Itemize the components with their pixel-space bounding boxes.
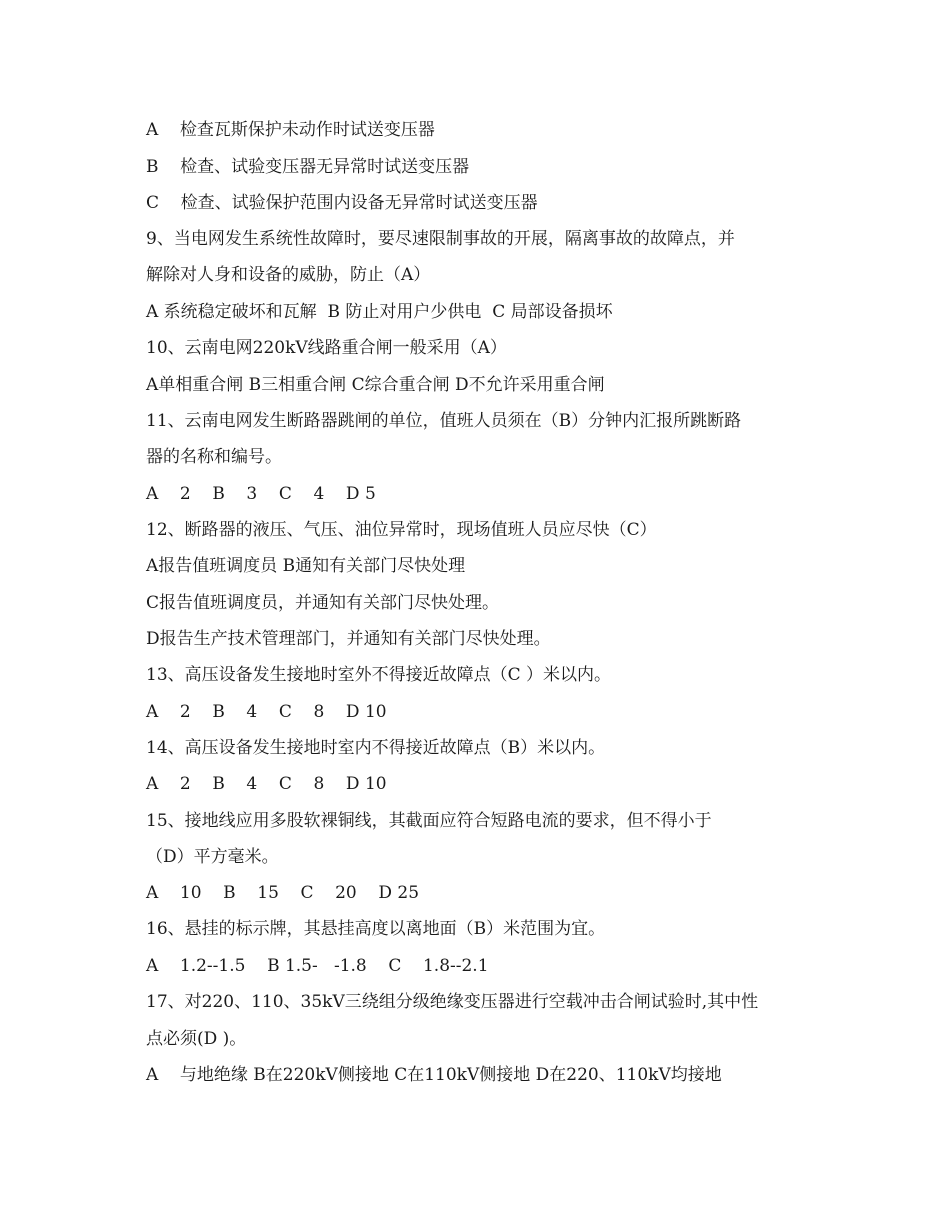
- question-17: 17、对220、110、35kV三绕组分级绝缘变压器进行空载冲击合闸试验时,其中性: [146, 992, 759, 1012]
- question-12-option-d: D报告生产技术管理部门，并通知有关部门尽快处理。: [146, 629, 551, 649]
- question-12-option-ab: A报告值班调度员 B通知有关部门尽快处理: [146, 556, 466, 576]
- question-17-options: A 与地绝缘 B在220kV侧接地 C在110kV侧接地 D在220、110kV均接地: [146, 1065, 722, 1085]
- question-13: 13、高压设备发生接地时室外不得接近故障点（C ）米以内。: [146, 665, 612, 685]
- question-14: 14、高压设备发生接地时室内不得接近故障点（B）米以内。: [146, 738, 606, 758]
- question-16-options: A 1.2--1.5 B 1.5- -1.8 C 1.8--2.1: [146, 956, 489, 976]
- question-10-options: A单相重合闸 B三相重合闸 C综合重合闸 D不允许采用重合闸: [146, 375, 605, 395]
- question-10: 10、云南电网220kV线路重合闸一般采用（A）: [146, 338, 507, 358]
- question-16: 16、悬挂的标示牌，其悬挂高度以离地面（B）米范围为宜。: [146, 919, 606, 939]
- question-15: 15、接地线应用多股软裸铜线，其截面应符合短路电流的要求，但不得小于: [146, 811, 712, 831]
- question-9-options: A 系统稳定破坏和瓦解 B 防止对用户少供电 C 局部设备损坏: [146, 302, 613, 322]
- question-9-cont: 解除对人身和设备的威胁，防止（A）: [146, 265, 431, 285]
- question-12-option-c: C报告值班调度员，并通知有关部门尽快处理。: [146, 593, 500, 613]
- option-line: B 检查、试验变压器无异常时试送变压器: [146, 157, 470, 177]
- question-11-options: A 2 B 3 C 4 D 5: [146, 484, 376, 504]
- question-11: 11、云南电网发生断路器跳闸的单位，值班人员须在（B）分钟内汇报所跳断路: [146, 411, 742, 431]
- question-17-cont: 点必须(D )。: [146, 1029, 247, 1049]
- question-11-cont: 器的名称和编号。: [146, 447, 282, 467]
- option-line: A 检查瓦斯保护未动作时试送变压器: [146, 120, 435, 140]
- question-15-cont: （D）平方毫米。: [146, 847, 279, 867]
- option-line: C 检查、试验保护范围内设备无异常时试送变压器: [146, 193, 538, 213]
- question-14-options: A 2 B 4 C 8 D 10: [146, 774, 387, 794]
- question-15-options: A 10 B 15 C 20 D 25: [146, 883, 420, 903]
- question-13-options: A 2 B 4 C 8 D 10: [146, 702, 387, 722]
- question-9: 9、当电网发生系统性故障时，要尽速限制事故的开展，隔离事故的故障点，并: [146, 229, 735, 249]
- question-12: 12、断路器的液压、气压、油位异常时，现场值班人员应尽快（C）: [146, 520, 657, 540]
